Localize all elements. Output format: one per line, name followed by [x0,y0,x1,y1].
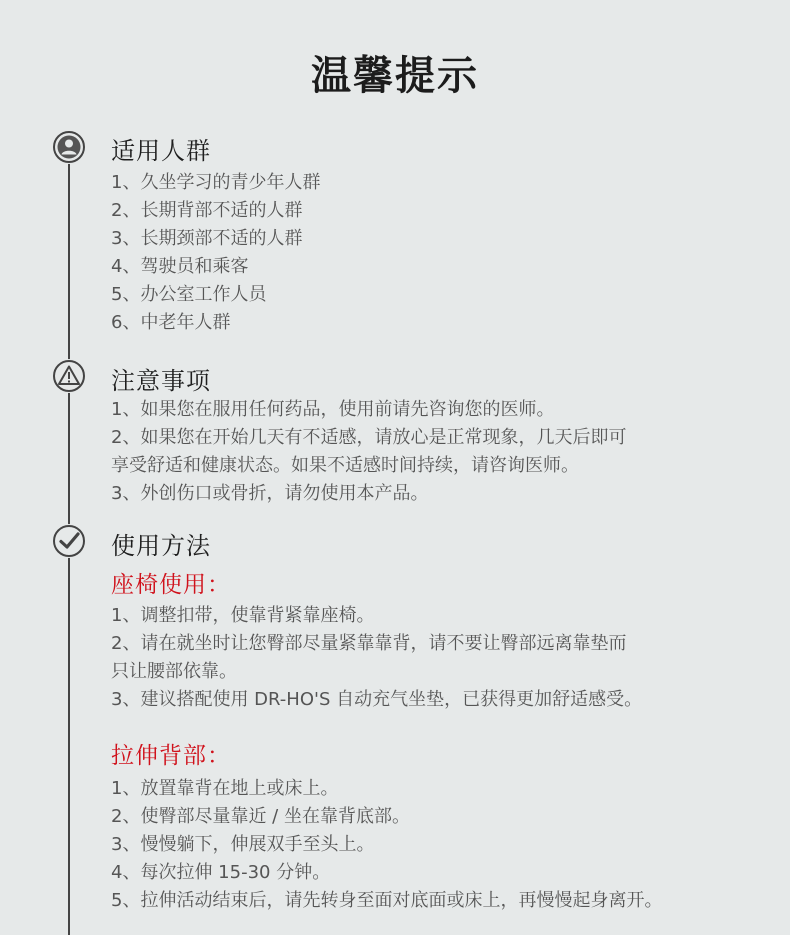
page-title: 温馨提示 [311,53,479,99]
list-item: 5、办公室工作人员 [111,284,267,305]
list-item: 4、每次拉伸 15-30 分钟。 [111,862,331,883]
list-item: 只让腰部依靠。 [111,661,237,682]
list-item: 1、久坐学习的青少年人群 [111,172,321,193]
subsection-title-back-stretch: 拉伸背部： [111,743,231,769]
list-item: 4、驾驶员和乘客 [111,256,249,277]
list-item: 1、放置靠背在地上或床上。 [111,778,339,799]
section-title-precautions: 注意事项 [111,367,211,395]
section-title-suitable-people: 适用人群 [111,137,211,165]
back-stretch-list [111,775,731,915]
list-item: 3、建议搭配使用 DR-HO'S 自动充气坐垫，已获得更加舒适感受。 [111,689,643,710]
list-item: 5、拉伸活动结束后，请先转身至面对底面或床上，再慢慢起身离开。 [111,890,663,911]
subsection-title-seat-usage: 座椅使用： [111,572,231,598]
precautions-list [111,396,731,508]
person-icon [52,130,86,164]
list-item: 6、中老年人群 [111,312,231,333]
list-item: 3、外创伤口或骨折，请勿使用本产品。 [111,483,429,504]
list-item: 享受舒适和健康状态。如果不适感时间持续，请咨询医师。 [111,455,579,476]
list-item: 2、如果您在开始几天有不适感，请放心是正常现象，几天后即可 [111,427,627,448]
list-item: 1、调整扣带，使靠背紧靠座椅。 [111,605,375,626]
list-item: 2、使臀部尽量靠近 / 坐在靠背底部。 [111,806,410,827]
list-item: 2、请在就坐时让您臀部尽量紧靠靠背，请不要让臀部远离靠垫而 [111,633,627,654]
list-item: 1、如果您在服用任何药品，使用前请先咨询您的医师。 [111,399,555,420]
section-title-usage: 使用方法 [111,532,211,560]
list-item: 3、长期颈部不适的人群 [111,228,303,249]
list-item: 3、慢慢躺下，伸展双手至头上。 [111,834,375,855]
seat-usage-list [111,602,731,714]
suitable-people-list [111,169,731,337]
warning-icon [52,359,86,393]
list-item: 2、长期背部不适的人群 [111,200,303,221]
checkmark-icon [52,524,86,558]
